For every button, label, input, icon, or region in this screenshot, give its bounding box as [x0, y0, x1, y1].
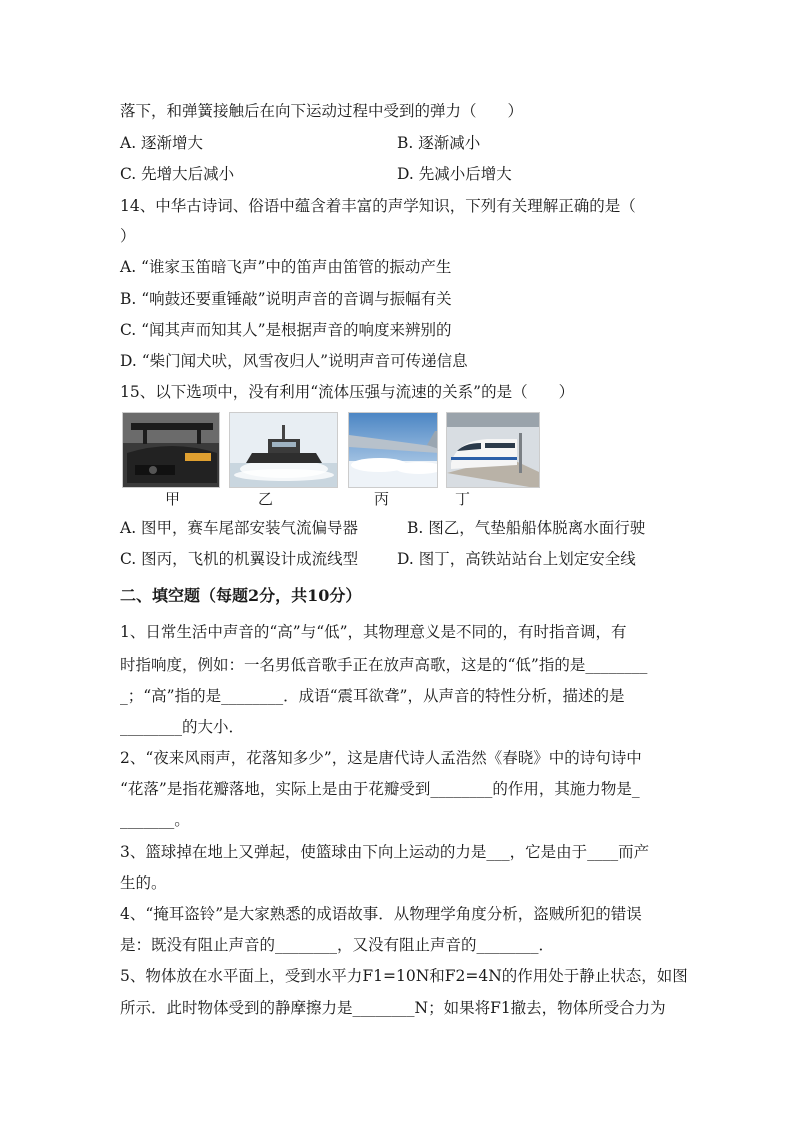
fill-q1-line3: _；“高”指的是________．成语“震耳欲聋”，从声音的特性分析，描述的是 — [120, 687, 625, 705]
fill-q4-line1: 4、“掩耳盗铃”是大家熟悉的成语故事．从物理学角度分析，盗贼所犯的错误 — [120, 905, 642, 923]
q14-option-a: A. “谁家玉笛暗飞声”中的笛声由笛管的振动产生 — [120, 258, 452, 276]
q15-options-row2 — [120, 549, 680, 569]
q14-option-b: B. “响鼓还要重锤敲”说明声音的音调与振幅有关 — [120, 290, 452, 308]
hovercraft-photo — [229, 412, 338, 488]
fill-q2-line3: _______。 — [120, 811, 190, 829]
q15-stem: 15、以下选项中，没有利用“流体压强与流速的关系”的是（ ） — [120, 383, 575, 401]
high-speed-train-photo — [446, 412, 540, 488]
fill-q5-line2: 所示．此时物体受到的静摩擦力是________N；如果将F1撤去，物体所受合力为 — [120, 999, 666, 1017]
fill-q2-line1: 2、“夜来风雨声，花落知多少”，这是唐代诗人孟浩然《春晓》中的诗句诗中 — [120, 749, 642, 767]
caption-yi: 乙 — [258, 490, 274, 508]
race-car-spoiler-photo — [122, 412, 220, 488]
q14-option-d: D. “柴门闻犬吠，风雪夜归人”说明声音可传递信息 — [120, 352, 468, 370]
fill-q5-line1: 5、物体放在水平面上，受到水平力F1=10N和F2=4N的作用处于静止状态，如图 — [120, 967, 688, 985]
q13-options-row1 — [120, 133, 680, 153]
caption-jia: 甲 — [165, 490, 181, 508]
fill-q1-line1: 1、日常生活中声音的“高”与“低”，其物理意义是不同的，有时指音调，有 — [120, 623, 627, 641]
caption-bing: 丙 — [374, 490, 390, 508]
q13-stem-tail: 落下，和弹簧接触后在向下运动过程中受到的弹力（ ） — [120, 102, 524, 120]
q13-option-a: A. 逐渐增大 — [120, 134, 204, 152]
q14-option-c: C. “闻其声而知其人”是根据声音的响度来辨别的 — [120, 321, 452, 339]
q15-option-c: C. 图丙，飞机的机翼设计成流线型 — [120, 550, 359, 568]
q13-option-b: B. 逐渐减小 — [397, 134, 481, 152]
q15-option-a: A. 图甲，赛车尾部安装气流偏导器 — [120, 519, 359, 537]
caption-ding: 丁 — [455, 490, 471, 508]
q15-option-d: D. 图丁，高铁站站台上划定安全线 — [397, 550, 636, 568]
section-title: 二、填空题（每题2分，共10分） — [120, 586, 362, 605]
q14-stem-end: ） — [120, 227, 136, 245]
q13-option-d: D. 先减小后增大 — [397, 165, 512, 183]
q15-option-b: B. 图乙，气垫船船体脱离水面行驶 — [407, 519, 646, 537]
q14-stem: 14、中华古诗词、俗语中蕴含着丰富的声学知识，下列有关理解正确的是（ — [120, 197, 636, 215]
airplane-wing-photo — [348, 412, 438, 488]
fill-q1-line2: 时指响度，例如：一名男低音歌手正在放声高歌，这是的“低”指的是________ — [120, 656, 648, 674]
fill-q2-line2: “花落”是指花瓣落地，实际上是由于花瓣受到________的作用，其施力物是_ — [120, 780, 640, 798]
fill-q3-line2: 生的。 — [120, 874, 167, 892]
fill-q1-line4: ________的大小． — [120, 718, 245, 736]
fill-q4-line2: 是：既没有阻止声音的________，又没有阻止声音的________． — [120, 936, 555, 954]
q13-options-row2 — [120, 164, 680, 184]
fill-q3-line1: 3、篮球掉在地上又弹起，使篮球由下向上运动的力是___，它是由于____而产 — [120, 843, 650, 861]
q15-options-row1 — [120, 518, 680, 538]
q13-option-c: C. 先增大后减小 — [120, 165, 235, 183]
